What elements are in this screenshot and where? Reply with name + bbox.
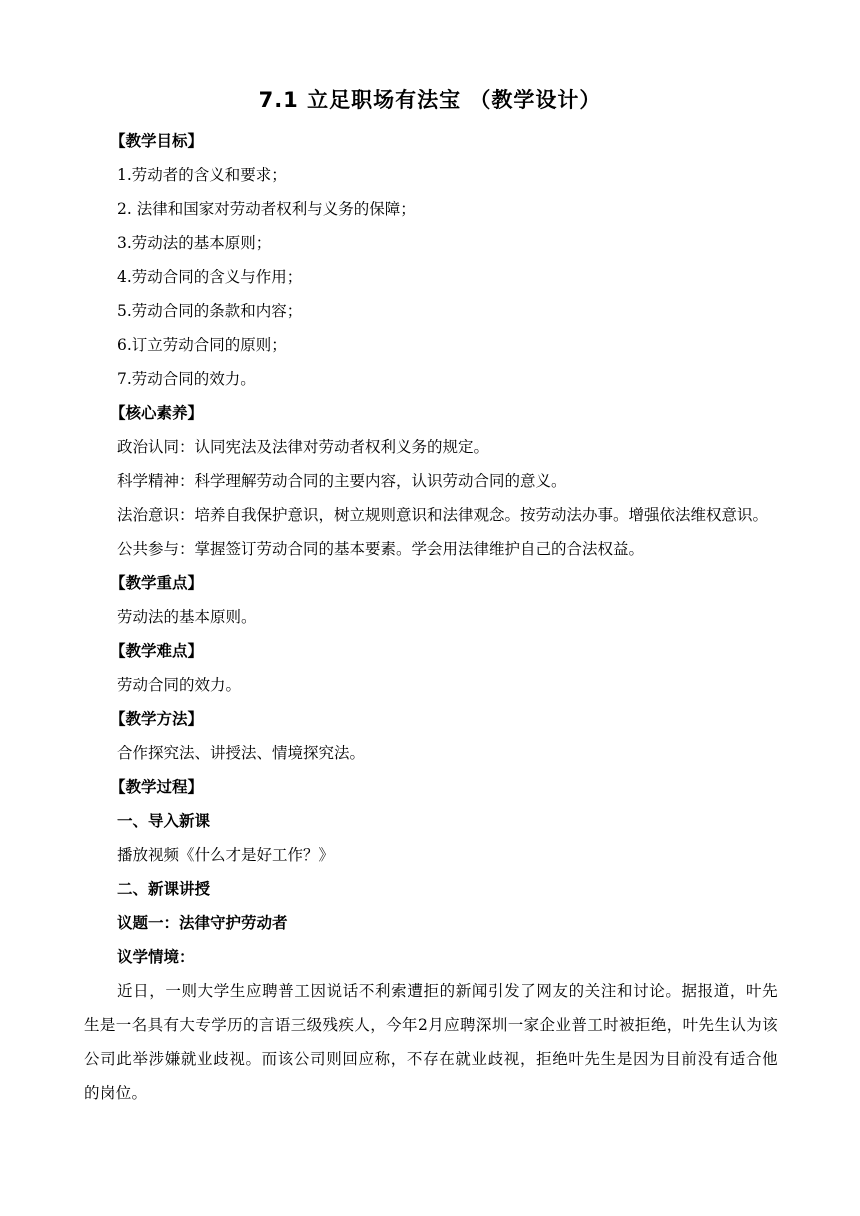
method-text: 合作探究法、讲授法、情境探究法。 — [117, 744, 366, 762]
situation-title: 议学情境： — [117, 948, 195, 966]
objective-item: 5.劳动合同的条款和内容； — [117, 302, 303, 320]
literacy-heading: 【核心素养】 — [110, 404, 204, 422]
situation-paragraph: 近日，一则大学生应聘普工因说话不利索遭拒的新闻引发了网友的关注和讨论。据报道，叶先生是一名具有大专学历的言语三级残疾人，今年2月应聘深圳一家企业普工时被拒绝，叶先生认为该公司此举涉嫌就业歧视。而该公司则回应称，不存在就业歧视，拒绝叶先生是因为目前没有适合他的岗位。 — [84, 982, 778, 1102]
objectives-heading: 【教学目标】 — [110, 132, 204, 150]
objective-item: 6.订立劳动合同的原则； — [117, 336, 287, 354]
topic-title: 议题一：法律守护劳动者 — [117, 914, 288, 932]
key-point-text: 劳动法的基本原则。 — [117, 608, 257, 626]
literacy-item: 公共参与：掌握签订劳动合同的基本要素。学会用法律维护自己的合法权益。 — [117, 540, 645, 558]
objective-item: 7.劳动合同的效力。 — [117, 370, 256, 388]
intro-section-text: 播放视频《什么才是好工作？》 — [117, 846, 335, 864]
objective-item: 1.劳动者的含义和要求； — [117, 166, 287, 184]
objective-item: 4.劳动合同的含义与作用； — [117, 268, 303, 286]
literacy-item: 法治意识：培养自我保护意识，树立规则意识和法律观念。按劳动法办事。增强依法维权意识。 — [117, 506, 769, 524]
intro-section-title: 一、导入新课 — [117, 812, 211, 830]
key-point-heading: 【教学重点】 — [110, 574, 204, 592]
difficulty-heading: 【教学难点】 — [110, 642, 204, 660]
literacy-item: 科学精神：科学理解劳动合同的主要内容，认识劳动合同的意义。 — [117, 472, 567, 490]
difficulty-text: 劳动合同的效力。 — [117, 676, 242, 694]
document-title: 7.1 立足职场有法宝 （教学设计） — [258, 88, 602, 112]
literacy-item: 政治认同：认同宪法及法律对劳动者权利义务的规定。 — [117, 438, 490, 456]
process-heading: 【教学过程】 — [110, 778, 204, 796]
document-body — [84, 124, 778, 1110]
objective-item: 2. 法律和国家对劳动者权利与义务的保障； — [117, 200, 416, 218]
objective-item: 3.劳动法的基本原则； — [117, 234, 272, 252]
method-heading: 【教学方法】 — [110, 710, 204, 728]
lecture-section-title: 二、新课讲授 — [117, 880, 211, 898]
